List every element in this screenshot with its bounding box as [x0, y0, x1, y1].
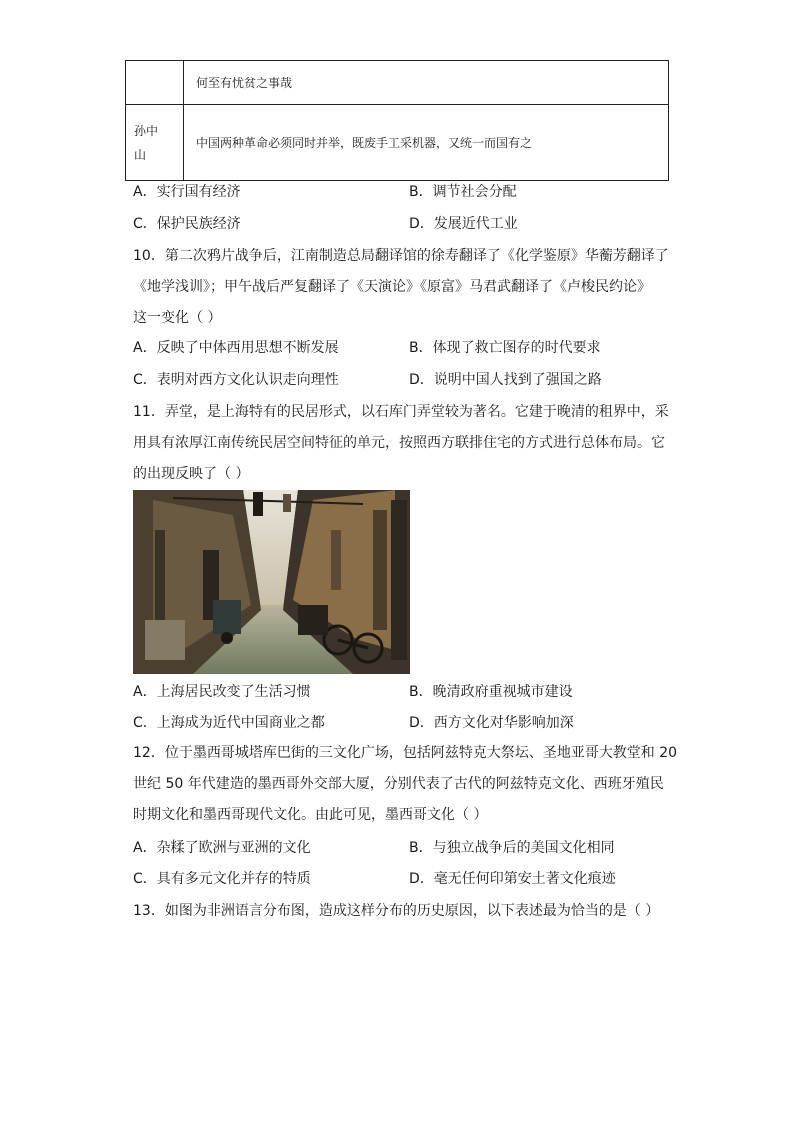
q11-option-a: A．上海居民改变了生活习惯 — [133, 684, 311, 700]
table-label-line: 孙中 — [134, 123, 159, 138]
q11-option-d: D．西方文化对华影响加深 — [409, 715, 574, 731]
q9-option-a: A．实行国有经济 — [133, 184, 241, 200]
q9-option-b: B．调节社会分配 — [409, 184, 517, 200]
q10-stem-line: 《地学浅训》；甲午战后严复翻译了《天演论》《原富》马君武翻译了《卢梭民约论》 — [133, 279, 651, 295]
table-row — [126, 61, 669, 105]
table-label-line: 山 — [134, 147, 147, 162]
q11-stem-line: 11．弄堂，是上海特有的民居形式，以石库门弄堂较为著名。它建于晚清的租界中，采 — [133, 404, 669, 420]
q12-stem-line: 世纪 50 年代建造的墨西哥外交部大厦，分别代表了古代的阿兹特克文化、西班牙殖民 — [133, 776, 664, 792]
quote-table — [125, 60, 669, 181]
q11-option-b: B．晚清政府重视城市建设 — [409, 684, 573, 700]
q12-stem-line: 时期文化和墨西哥现代文化。由此可见，墨西哥文化（ ） — [133, 807, 488, 823]
q10-option-d: D．说明中国人找到了强国之路 — [409, 372, 602, 388]
q12-stem — [133, 738, 678, 831]
q11-stem-line: 用具有浓厚江南传统民居空间特征的单元，按照西方联排住宅的方式进行总体布局。它 — [133, 435, 665, 451]
q10-stem-line: 这一变化（ ） — [133, 310, 222, 326]
q11-option-c: C．上海成为近代中国商业之都 — [133, 715, 325, 731]
table-label-cell — [126, 61, 184, 105]
q12-option-c: C．具有多元文化并存的特质 — [133, 871, 311, 887]
q9-option-c: C．保护民族经济 — [133, 216, 241, 232]
table-text-cell: 中国两种革命必须同时并举，既废手工采机器，又统一而国有之 — [184, 105, 669, 181]
q12-option-d: D．毫无任何印第安土著文化痕迹 — [409, 871, 616, 887]
q10-option-c: C．表明对西方文化认识走向理性 — [133, 372, 339, 388]
alley-photo — [133, 490, 410, 674]
q12-option-a: A．杂糅了欧洲与亚洲的文化 — [133, 840, 311, 856]
q10-stem — [133, 241, 673, 334]
q12-stem-line: 12．位于墨西哥城塔库巴街的三文化广场，包括阿兹特克大祭坛、圣地亚哥大教堂和 20 — [133, 745, 678, 761]
q13-stem-line: 13．如图为非洲语言分布图，造成这样分布的历史原因，以下表述最为恰当的是（ ） — [133, 903, 660, 919]
table-text-cell: 何至有忧贫之事哉 — [184, 61, 669, 105]
q9-option-d: D．发展近代工业 — [409, 216, 518, 232]
table-label-cell — [126, 105, 184, 181]
q10-option-a: A．反映了中体西用思想不断发展 — [133, 340, 339, 356]
q11-stem-line: 的出现反映了（ ） — [133, 466, 250, 482]
q11-stem — [133, 397, 673, 490]
q10-option-b: B．体现了救亡图存的时代要求 — [409, 340, 601, 356]
q12-option-b: B．与独立战争后的美国文化相同 — [409, 840, 615, 856]
q10-stem-line: 10．第二次鸦片战争后，江南制造总局翻译馆的徐寿翻译了《化学鉴原》华蘅芳翻译了 — [133, 248, 669, 264]
table-row — [126, 105, 669, 181]
